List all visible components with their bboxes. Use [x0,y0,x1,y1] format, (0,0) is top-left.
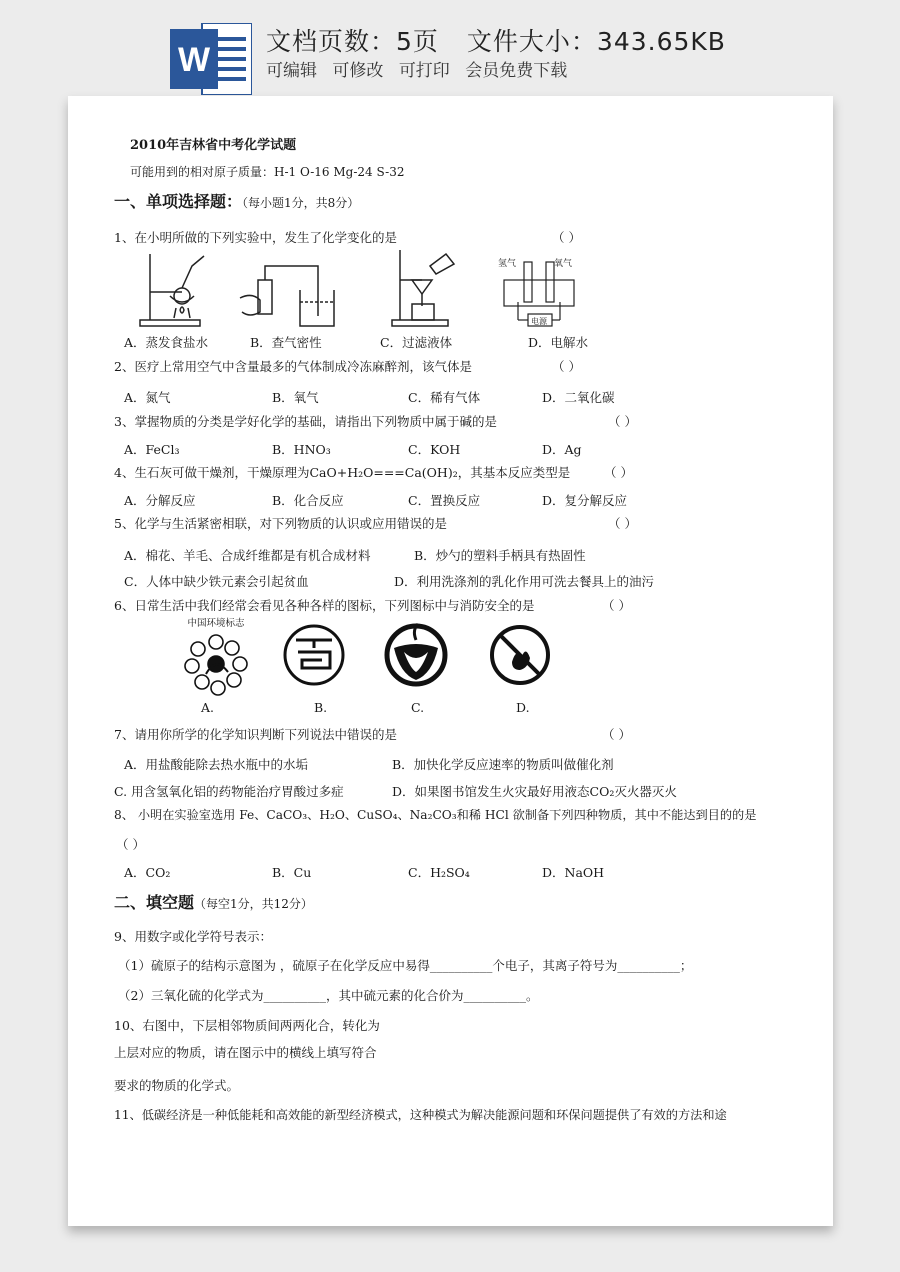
q6-option-c: C. [411,700,425,715]
green-food-emblem-icon [384,618,448,692]
q3-stem: 3、掌握物质的分类是学好化学的基础，请指出下列物质中属于碱的是 [114,414,497,429]
no-fireworks-sign-icon [488,618,552,692]
evaporation-apparatus-figure [136,252,216,328]
q10-line3: 要求的物质的化学式。 [114,1078,240,1093]
q6-option-d: D. [516,700,530,715]
q2-option-a: A．氮气 [124,390,171,405]
q5-option-c: C．人体中缺少铁元素会引起贫血 [124,574,309,589]
perm-printable: 可打印 [398,61,450,81]
label-power: 电源 [531,317,547,326]
perm-modifiable: 可修改 [332,61,384,81]
label-oxygen: 氧气 [554,259,573,269]
q6-stem: 6、日常生活中我们经常会看见各种各样的图标，下列图标中与消防安全的是 [114,598,535,613]
q5-option-b: B．炒勺的塑料手柄具有热固性 [414,548,586,563]
q8-option-a: A．CO₂ [124,865,171,880]
q1-answer-bracket: （ ） [552,230,581,245]
q6-option-a: A. [201,700,215,715]
section2-heading: 二、填空题（每空1分，共12分） [114,893,313,912]
q3-option-b: B．HNO₃ [272,442,331,457]
q8-option-d: D．NaOH [542,865,605,880]
q4-option-a: A．分解反应 [124,493,196,508]
environmental-label-icon [178,616,254,700]
perm-member-download: 会员免费下载 [465,61,568,81]
q10-line1: 10、右图中，下层相邻物质间两两化合，转化为 [114,1018,380,1033]
q9-part2: （2）三氧化硫的化学式为__________，其中硫元素的化合价为__________。 [118,988,539,1003]
q4-option-b: B．化合反应 [272,493,344,508]
q4-option-d: D．复分解反应 [542,493,628,508]
q7-answer-bracket: （ ） [602,727,631,742]
q8-option-c: C．H₂SO₄ [408,865,470,880]
q4-answer-bracket: （ ） [604,465,633,480]
q2-stem: 2、医疗上常用空气中含量最多的气体制成冷冻麻醉剂，该气体是 [114,359,472,374]
great-wall-emblem-icon [282,618,346,692]
q2-option-d: D．二氧化碳 [542,390,615,405]
q9-stem: 9、用数字或化学符号表示： [114,929,272,944]
q5-stem: 5、化学与生活紧密相联，对下列物质的认识或应用错误的是 [114,516,447,531]
atomic-masses: 可能用到的相对原子质量：H-1 O-16 Mg-24 S-32 [130,165,405,179]
document-info [266,22,754,58]
q6-answer-bracket: （ ） [602,598,631,613]
filtration-apparatus-figure [388,248,468,328]
q7-option-a: A．用盐酸能除去热水瓶中的水垢 [124,757,309,772]
perm-editable: 可编辑 [266,61,317,81]
q4-option-c: C．置换反应 [408,493,481,508]
q7-option-c: C. 用含氢氧化铝的药物能治疗胃酸过多症 [114,784,344,799]
q3-option-d: D．Ag [542,442,582,457]
permissions [266,56,577,81]
q5-answer-bracket: （ ） [608,516,637,531]
q1-option-b: B．查气密性 [250,335,322,350]
q1-option-c: C．过滤液体 [380,335,453,350]
q8-answer-bracket: （ ） [116,837,145,852]
environmental-label-text: 中国环境标志 [187,618,245,629]
q2-answer-bracket: （ ） [552,359,581,374]
q3-option-a: A．FeCl₃ [124,442,180,457]
q2-option-b: B．氧气 [272,390,319,405]
q8-option-b: B．Cu [272,865,312,880]
section1-heading: 一、单项选择题：（每小题1分，共8分） [114,192,360,211]
file-size: 文件大小：343.65KB [466,27,726,56]
q7-option-d: D．如果图书馆发生火灾最好用液态CO₂灭火器灭火 [392,784,677,799]
q9-part1: （1）硫原子的结构示意图为 ，硫原子在化学反应中易得__________个电子，其离子符号为__________； [118,958,693,973]
q3-option-c: C．KOH [408,442,461,457]
q3-answer-bracket: （ ） [608,414,637,429]
document-banner [0,0,900,96]
q1-option-d: D．电解水 [528,335,589,350]
q8-stem: 8、 小明在实验室选用 Fe、CaCO₃、H₂O、CuSO₄、Na₂CO₃和稀 HCl 欲制备下列四种物质，其中不能达到目的的是 [114,808,757,822]
q1-option-a: A．蒸发食盐水 [124,335,209,350]
q11-line1: 11、低碳经济是一种低能耗和高效能的新型经济模式，这种模式为解决能源问题和环保问题提供了有效的方法和途 [114,1108,727,1122]
q1-stem: 1、在小明所做的下列实验中，发生了化学变化的是 [114,230,397,245]
label-hydrogen: 氢气 [498,259,517,269]
q5-option-d: D．利用洗涤剂的乳化作用可洗去餐具上的油污 [394,574,655,589]
airtightness-check-figure [238,256,338,328]
word-document-icon [170,23,252,95]
q2-option-c: C．稀有气体 [408,390,481,405]
page-count: 文档页数：5页 [266,27,439,56]
document-page [68,96,833,1226]
electrolysis-apparatus-figure [498,256,588,328]
svg-text:W: W [177,41,211,79]
q6-option-b: B. [314,700,328,715]
q7-option-b: B．加快化学反应速率的物质叫做催化剂 [392,757,614,772]
q7-stem: 7、请用你所学的化学知识判断下列说法中错误的是 [114,727,397,742]
q10-line2: 上层对应的物质，请在图示中的横线上填写符合 [114,1045,377,1060]
q5-option-a: A．棉花、羊毛、合成纤维都是有机合成材料 [124,548,371,563]
q4-stem: 4、生石灰可做干燥剂，干燥原理为CaO+H₂O===Ca(OH)₂，其基本反应类型是 [114,465,571,480]
doc-title: 2010年吉林省中考化学试题 [130,138,297,153]
